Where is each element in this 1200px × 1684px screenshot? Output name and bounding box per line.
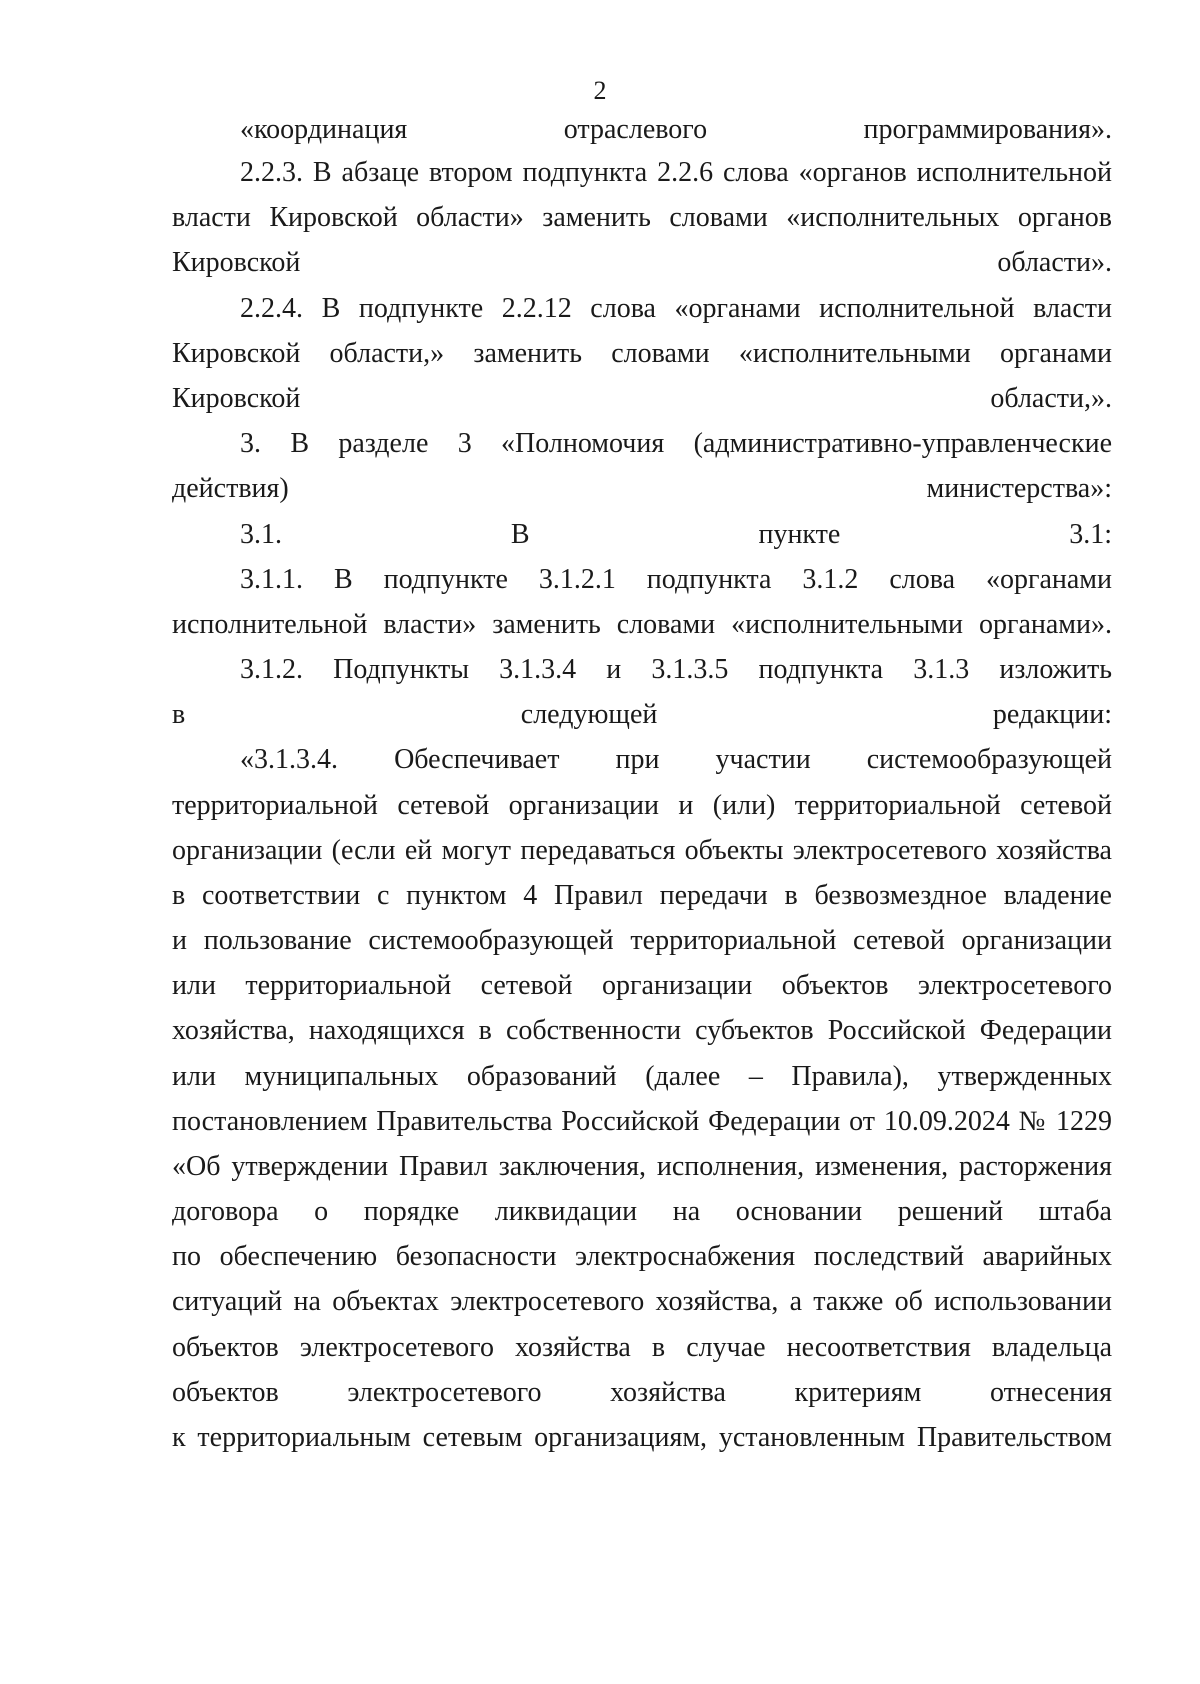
text-line: по обеспечению безопасности электроснабжения последствий аварийных bbox=[172, 1241, 1112, 1272]
text-line: постановлением Правительства Российской Федерации от 10.09.2024 № 1229 bbox=[172, 1106, 1112, 1137]
text-line: «координация отраслевого программирования». bbox=[240, 114, 1112, 145]
text-line: «3.1.3.4. Обеспечивает при участии системообразующей bbox=[240, 744, 1112, 775]
text-line: 3.1. В пункте 3.1: bbox=[240, 519, 1112, 550]
text-line: 2.2.4. В подпункте 2.2.12 слова «органами исполнительной власти bbox=[240, 293, 1112, 324]
text-line: объектов электросетевого хозяйства в случае несоответствия владельца bbox=[172, 1332, 1112, 1363]
text-line: объектов электросетевого хозяйства критериям отнесения bbox=[172, 1377, 1112, 1408]
text-line: власти Кировской области» заменить словами «исполнительных органов bbox=[172, 202, 1112, 233]
text-line: или муниципальных образований (далее – Правила), утвержденных bbox=[172, 1061, 1112, 1092]
text-line: и пользование системообразующей территориальной сетевой организации bbox=[172, 925, 1112, 956]
text-line: 3. В разделе 3 «Полномочия (административно-управленческие bbox=[240, 428, 1112, 459]
text-line: Кировской области,» заменить словами «исполнительными органами bbox=[172, 338, 1112, 369]
text-line: «Об утверждении Правил заключения, исполнения, изменения, расторжения bbox=[172, 1151, 1112, 1182]
text-line: 3.1.2. Подпункты 3.1.3.4 и 3.1.3.5 подпункта 3.1.3 изложить bbox=[240, 654, 1112, 685]
text-line: территориальной сетевой организации и (или) территориальной сетевой bbox=[172, 790, 1112, 821]
text-line: к территориальным сетевым организациям, установленным Правительством bbox=[172, 1422, 1112, 1453]
text-line: или территориальной сетевой организации объектов электросетевого bbox=[172, 970, 1112, 1001]
text-line: Кировской области». bbox=[172, 247, 1112, 278]
text-line: 3.1.1. В подпункте 3.1.2.1 подпункта 3.1.2 слова «органами bbox=[240, 564, 1112, 595]
text-line: действия) министерства»: bbox=[172, 473, 1112, 504]
text-line: организации (если ей могут передаваться объекты электросетевого хозяйства bbox=[172, 835, 1112, 866]
text-line: ситуаций на объектах электросетевого хозяйства, а также об использовании bbox=[172, 1286, 1112, 1317]
text-line: в следующей редакции: bbox=[172, 699, 1112, 730]
text-line: хозяйства, находящихся в собственности субъектов Российской Федерации bbox=[172, 1015, 1112, 1046]
text-line: Кировской области,». bbox=[172, 383, 1112, 414]
text-line: договора о порядке ликвидации на основании решений штаба bbox=[172, 1196, 1112, 1227]
text-line: в соответствии с пунктом 4 Правил передачи в безвозмездное владение bbox=[172, 880, 1112, 911]
text-line: исполнительной власти» заменить словами «исполнительными органами». bbox=[172, 609, 1112, 640]
text-line: 2.2.3. В абзаце втором подпункта 2.2.6 слова «органов исполнительной bbox=[240, 157, 1112, 188]
page-number: 2 bbox=[593, 76, 607, 105]
